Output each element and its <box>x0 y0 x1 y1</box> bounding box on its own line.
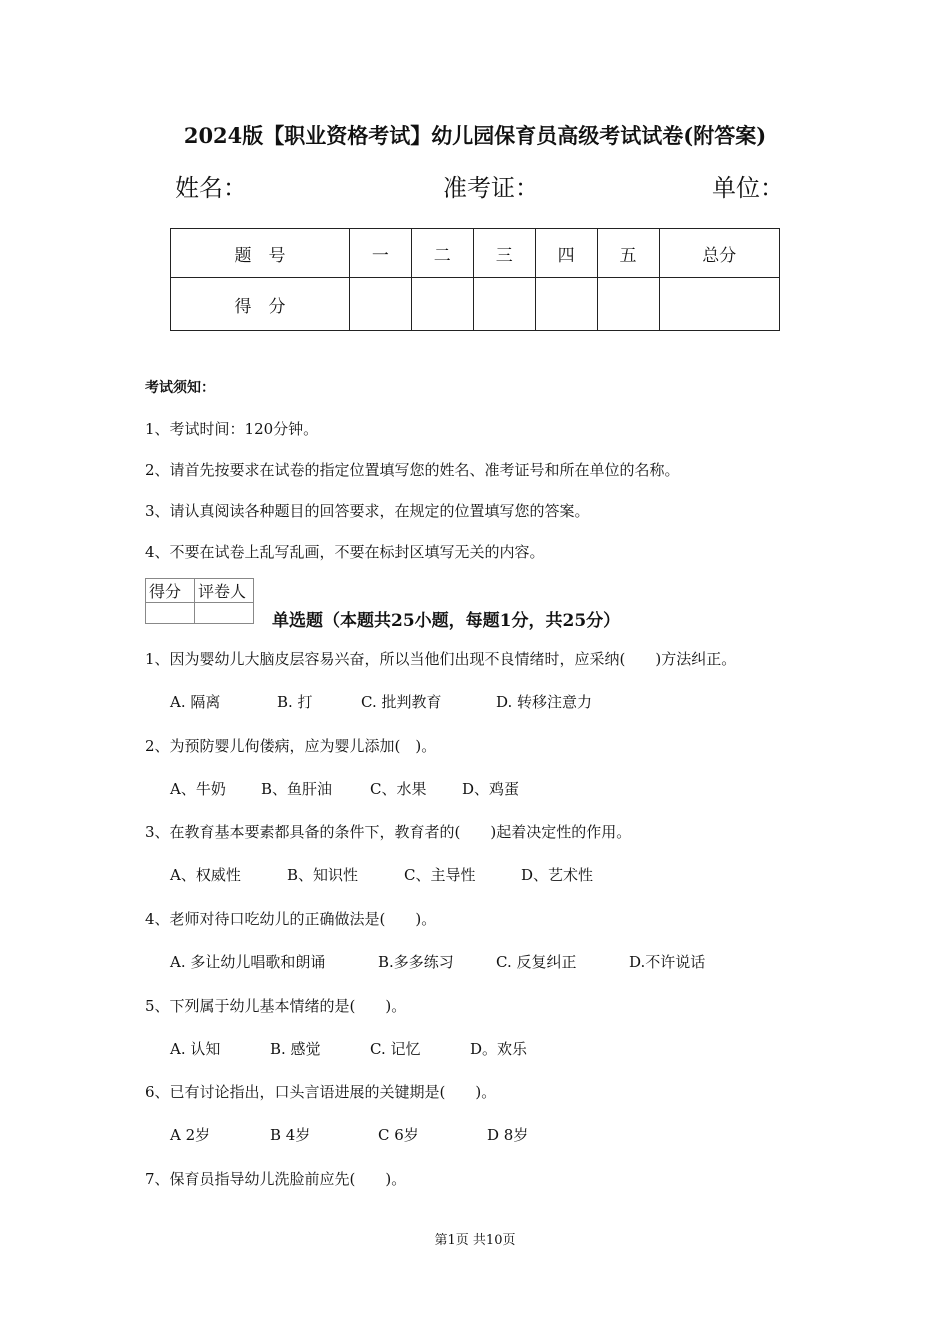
option: C. 批判教育 <box>361 693 442 711</box>
score-input-cell[interactable] <box>659 278 779 331</box>
score-cell: 二 <box>411 229 473 278</box>
page-footer: 第1页 共10页 <box>434 1233 516 1248</box>
score-cell: 一 <box>349 229 411 278</box>
option: D 8岁 <box>487 1126 529 1144</box>
notice-item: 1、考试时间：120分钟。 <box>145 420 319 438</box>
option: B、鱼肝油 <box>261 780 333 798</box>
score-input-cell[interactable] <box>349 278 411 331</box>
question-text: 6、已有讨论指出，口头言语进展的关键期是( )。 <box>145 1083 497 1101</box>
option: A、权威性 <box>170 866 241 884</box>
name-field-label: 姓名： <box>175 174 247 202</box>
question-text: 4、老师对待口吃幼儿的正确做法是( )。 <box>145 910 437 928</box>
option: A. 认知 <box>170 1040 221 1058</box>
grader-score-cell[interactable] <box>146 603 195 624</box>
option: A. 多让幼儿唱歌和朗诵 <box>170 953 326 971</box>
notice-item: 2、请首先按要求在试卷的指定位置填写您的姓名、准考证号和所在单位的名称。 <box>145 461 680 479</box>
option: B 4岁 <box>270 1126 311 1144</box>
option: A、牛奶 <box>170 780 226 798</box>
question-text: 3、在教育基本要素都具备的条件下，教育者的( )起着决定性的作用。 <box>145 823 632 841</box>
question-text: 5、下列属于幼儿基本情绪的是( )。 <box>145 997 407 1015</box>
notice-heading: 考试须知： <box>145 380 215 396</box>
score-input-cell[interactable] <box>535 278 597 331</box>
option: D、艺术性 <box>521 866 594 884</box>
option: A. 隔离 <box>170 693 221 711</box>
score-table-header-row <box>171 229 780 278</box>
score-cell: 总分 <box>659 229 779 278</box>
score-cell: 五 <box>597 229 659 278</box>
option: D. 转移注意力 <box>496 693 593 711</box>
option: B.多多练习 <box>378 953 454 971</box>
option: C. 反复纠正 <box>496 953 577 971</box>
score-row-label: 得 分 <box>171 278 350 331</box>
score-table <box>170 228 780 331</box>
score-cell: 三 <box>473 229 535 278</box>
option: A 2岁 <box>170 1126 211 1144</box>
grader-reviewer-cell[interactable] <box>195 603 254 624</box>
question-text: 1、因为婴幼儿大脑皮层容易兴奋，所以当他们出现不良情绪时，应采纳( )方法纠正。 <box>145 650 737 668</box>
section-heading: 单选题（本题共25小题，每题1分，共25分） <box>272 611 621 631</box>
option: D、鸡蛋 <box>462 780 520 798</box>
option: B、知识性 <box>287 866 359 884</box>
question-text: 7、保育员指导幼儿洗脸前应先( )。 <box>145 1170 407 1188</box>
grader-box <box>145 578 254 624</box>
option: B. 感觉 <box>270 1040 321 1058</box>
score-cell: 四 <box>535 229 597 278</box>
exam-title: 2024版【职业资格考试】幼儿园保育员高级考试试卷(附答案) <box>183 123 767 148</box>
option: D.不许说话 <box>629 953 706 971</box>
score-input-cell[interactable] <box>597 278 659 331</box>
option: C 6岁 <box>378 1126 419 1144</box>
grader-reviewer-label: 评卷人 <box>195 579 254 603</box>
score-table-score-row <box>171 278 780 331</box>
unit-field-label: 单位： <box>712 174 784 202</box>
score-input-cell[interactable] <box>411 278 473 331</box>
score-input-cell[interactable] <box>473 278 535 331</box>
question-text: 2、为预防婴儿佝偻病，应为婴儿添加( )。 <box>145 737 437 755</box>
grader-score-label: 得分 <box>146 579 195 603</box>
option: C、主导性 <box>404 866 476 884</box>
notice-item: 4、不要在试卷上乱写乱画，不要在标封区填写无关的内容。 <box>145 543 545 561</box>
notice-item: 3、请认真阅读各种题目的回答要求，在规定的位置填写您的答案。 <box>145 502 590 520</box>
option: C、水果 <box>370 780 427 798</box>
option: D。欢乐 <box>470 1040 528 1058</box>
option: C. 记忆 <box>370 1040 421 1058</box>
option: B. 打 <box>277 693 313 711</box>
score-cell: 题 号 <box>171 229 350 278</box>
exam-id-field-label: 准考证： <box>443 174 539 202</box>
